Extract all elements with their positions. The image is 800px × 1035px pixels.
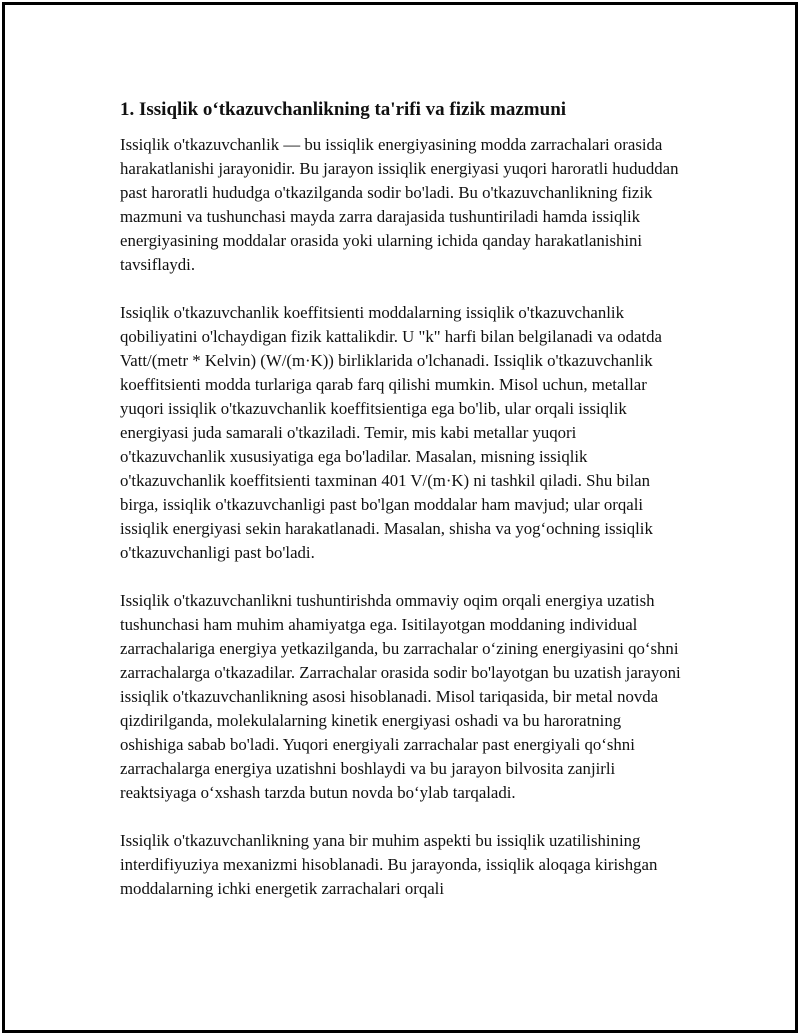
document-body — [120, 97, 685, 925]
section-heading: 1. Issiqlik o‘tkazuvchanlikning ta'rifi va fizik mazmuni — [120, 99, 567, 120]
paragraph-definition: Issiqlik o'tkazuvchanlik — bu issiqlik energiyasining modda zarrachalari orasida harakatlanishi jarayonidir. Bu jarayon issiqlik energiyasi yuqori haroratli hududdan past haroratli hududga o'tkazilganda sodir bo'ladi. Bu o'tkazuvchanlikning fizik mazmuni va tushunchasi mayda zarra darajasida tushuntiriladi hamda issiqlik energiyasining moddalar orasida yoki ularning ichida qanday harakatlanishini tavsiflaydi. — [120, 135, 679, 274]
paragraph-energy-transfer: Issiqlik o'tkazuvchanlikni tushuntirishda ommaviy oqim orqali energiya uzatish tushunchasi ham muhim ahamiyatga ega. Isitilayotgan moddaning individual zarrachalariga energiya yetkazilganda, bu zarrachalar o‘zining energiyasini qo‘shni zarrachalarga o'tkazadilar. Zarrachalar orasida sodir bo'layotgan bu uzatish jarayoni issiqlik o'tkazuvchanlikning asosi hisoblanadi. Misol tariqasida, bir metal novda qizdirilganda, molekulalarning kinetik energiyasi oshadi va bu haroratning oshishiga sabab bo'ladi. Yuqori energiyali zarrachalar past energiyali qo‘shni zarrachalarga energiya uzatishni boshlaydi va bu jarayon bilvosita zanjirli reaktsiyaga o‘xshash tarzda butun novda bo‘ylab tarqaladi. — [120, 591, 681, 802]
paragraph-interdiffusion: Issiqlik o'tkazuvchanlikning yana bir muhim aspekti bu issiqlik uzatilishining interdifiyuziya mexanizmi hisoblanadi. Bu jarayonda, issiqlik aloqaga kirishgan moddalarning ichki energetik zarrachalari orqali — [120, 831, 658, 898]
paragraph-coefficient: Issiqlik o'tkazuvchanlik koeffitsienti moddalarning issiqlik o'tkazuvchanlik qobiliyatini o'lchaydigan fizik kattalikdir. U "k" harfi bilan belgilanadi va odatda Vatt/(metr * Kelvin) (W/(m·K)) birliklarida o'lchanadi. Issiqlik o'tkazuvchanlik koeffitsienti modda turlariga qarab farq qilishi mumkin. Misol uchun, metallar yuqori issiqlik o'tkazuvchanlik koeffitsientiga ega bo'lib, ular orqali issiqlik energiyasi juda samarali o'tkaziladi. Temir, mis kabi metallar yuqori o'tkazuvchanlik xususiyatiga ega bo'ladilar. Masalan, misning issiqlik o'tkazuvchanlik koeffitsienti taxminan 401 V/(m·K) ni tashkil qiladi. Shu bilan birga, issiqlik o'tkazuvchanligi past bo'lgan moddalar ham mavjud; ular orqali issiqlik energiyasi sekin harakatlanadi. Masalan, shisha va yog‘ochning issiqlik o'tkazuvchanligi past bo'ladi. — [120, 303, 662, 562]
page-frame — [2, 2, 798, 1033]
